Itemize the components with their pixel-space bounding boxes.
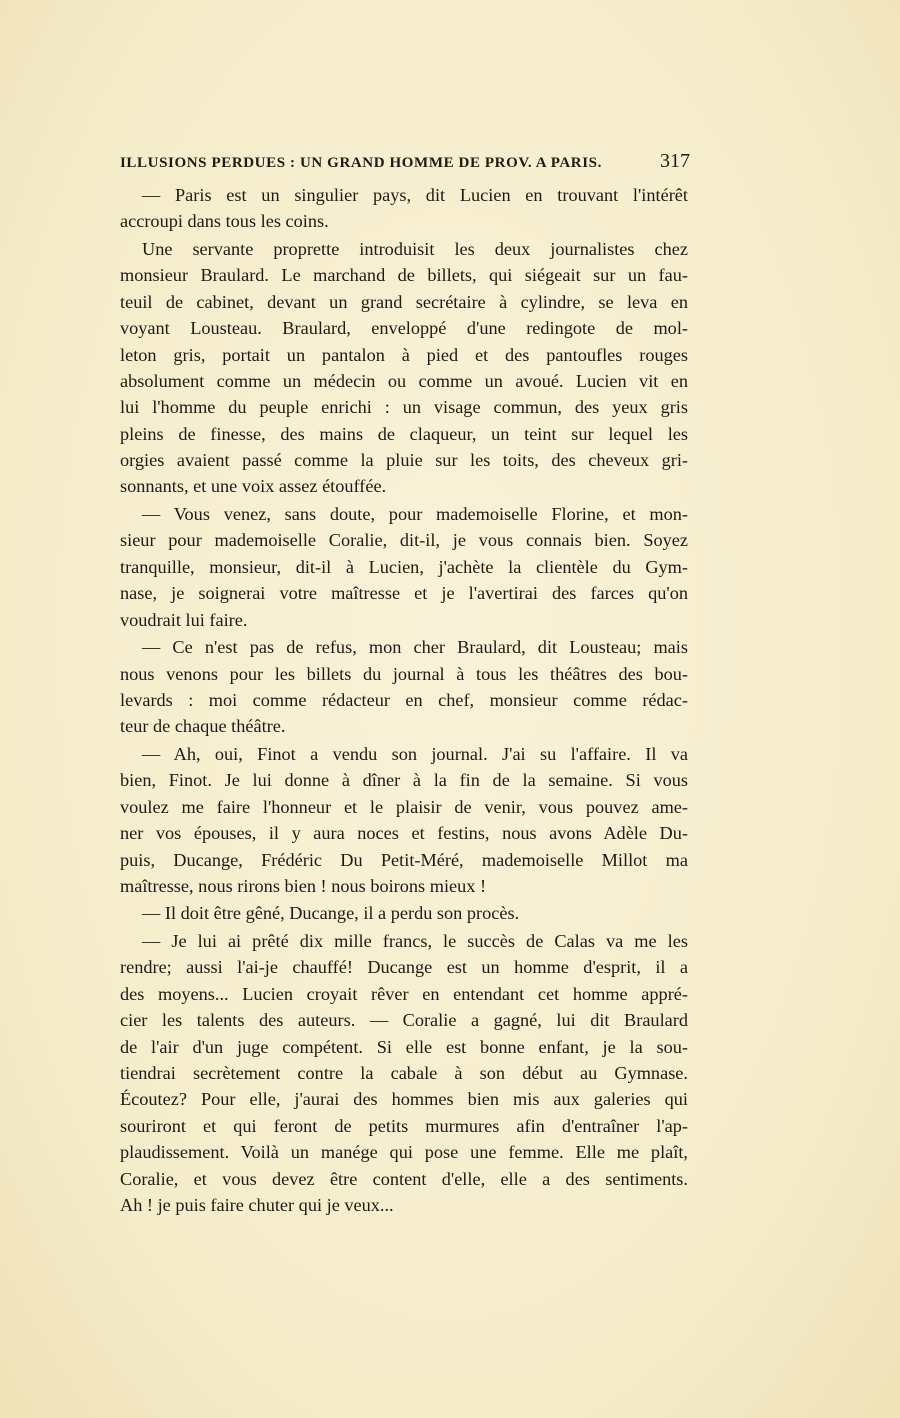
page-number: 317 (660, 150, 690, 172)
text-line: teuil de cabinet, devant un grand secrétaire à cylindre, se leva en (120, 291, 688, 312)
paragraph (120, 501, 688, 633)
text-line: de l'air d'un juge compétent. Si elle est bonne enfant, je la sou- (120, 1036, 688, 1057)
paragraph (120, 182, 688, 235)
text-line: Coralie, et vous devez être content d'elle, elle a des sentiments. (120, 1168, 688, 1189)
running-title: ILLUSIONS PERDUES : UN GRAND HOMME DE PROV. A PARIS. (120, 155, 602, 171)
text-line: sonnants, et une voix assez étouffée. (120, 476, 387, 497)
text-line: tranquille, monsieur, dit-il à Lucien, j'achète la clientèle du Gym- (120, 556, 688, 577)
text-line: souriront et qui feront de petits murmures afin d'entraîner l'ap- (120, 1115, 688, 1136)
paragraph (120, 928, 688, 1218)
text-line: pleins de finesse, des mains de claqueur, un teint sur lequel les (120, 423, 688, 444)
text-line: des moyens... Lucien croyait rêver en entendant cet homme appré- (120, 983, 688, 1004)
text-line: monsieur Braulard. Le marchand de billets, qui siégeait sur un fau- (120, 265, 688, 286)
text-line: — Vous venez, sans doute, pour mademoiselle Florine, et mon- (142, 504, 688, 525)
text-line: puis, Ducange, Frédéric Du Petit-Méré, mademoiselle Millot ma (120, 849, 688, 870)
text-line: — Ah, oui, Finot a vendu son journal. J'ai su l'affaire. Il va (142, 743, 688, 764)
paragraph (120, 236, 688, 500)
text-line: levards : moi comme rédacteur en chef, monsieur comme rédac- (120, 689, 688, 710)
text-line: nous venons pour les billets du journal à tous les théâtres des bou- (120, 663, 688, 684)
text-line: — Paris est un singulier pays, dit Lucien en trouvant l'intérêt (142, 185, 688, 205)
paragraph (120, 634, 688, 740)
text-line: Écoutez? Pour elle, j'aurai des hommes bien mis aux galeries qui (120, 1089, 688, 1110)
text-line: ner vos épouses, il y aura noces et festins, nous avons Adèle Du- (120, 823, 688, 844)
text-line: tiendrai secrètement contre la cabale à son début au Gymnase. (120, 1063, 688, 1084)
text-line: orgies avaient passé comme la pluie sur les toits, des cheveux gri- (120, 450, 688, 471)
text-line: nase, je soignerai votre maîtresse et je l'avertirai des farces qu'on (120, 583, 688, 604)
text-line: rendre; aussi l'ai-je chauffé! Ducange est un homme d'esprit, il a (120, 957, 688, 978)
page-body-text (120, 182, 688, 1220)
text-line: voudrait lui faire. (120, 609, 248, 630)
text-line: voulez me faire l'honneur et le plaisir de venir, vous pouvez ame- (120, 796, 688, 817)
text-line: absolument comme un médecin ou comme un avoué. Lucien vit en (120, 370, 688, 391)
text-line: sieur pour mademoiselle Coralie, dit-il, je vous connais bien. Soyez (120, 530, 688, 551)
running-header (120, 150, 690, 176)
text-line: Ah ! je puis faire chuter qui je veux... (120, 1194, 394, 1215)
text-line: cier les talents des auteurs. — Coralie a gagné, lui dit Braulard (120, 1010, 688, 1031)
text-line: accroupi dans tous les coins. (120, 211, 329, 232)
text-line: maîtresse, nous rirons bien ! nous boirons mieux ! (120, 875, 487, 896)
paragraph (120, 900, 688, 926)
text-line: — Il doit être gêné, Ducange, il a perdu son procès. (142, 903, 520, 924)
text-line: leton gris, portait un pantalon à pied et des pantoufles rouges (120, 344, 688, 365)
text-line: teur de chaque théâtre. (120, 716, 286, 737)
text-line: voyant Lousteau. Braulard, enveloppé d'une redingote de mol- (120, 318, 688, 339)
text-line: bien, Finot. Je lui donne à dîner à la fin de la semaine. Si vous (120, 770, 688, 791)
paragraph (120, 741, 688, 899)
text-line: lui l'homme du peuple enrichi : un visage commun, des yeux gris (120, 397, 688, 418)
text-line: — Je lui ai prêté dix mille francs, le succès de Calas va me les (142, 931, 688, 952)
text-line: — Ce n'est pas de refus, mon cher Braulard, dit Lousteau; mais (142, 637, 688, 658)
text-line: plaudissement. Voilà un manége qui pose une femme. Elle me plaît, (120, 1142, 688, 1163)
text-line: Une servante proprette introduisit les deux journalistes chez (142, 238, 688, 259)
